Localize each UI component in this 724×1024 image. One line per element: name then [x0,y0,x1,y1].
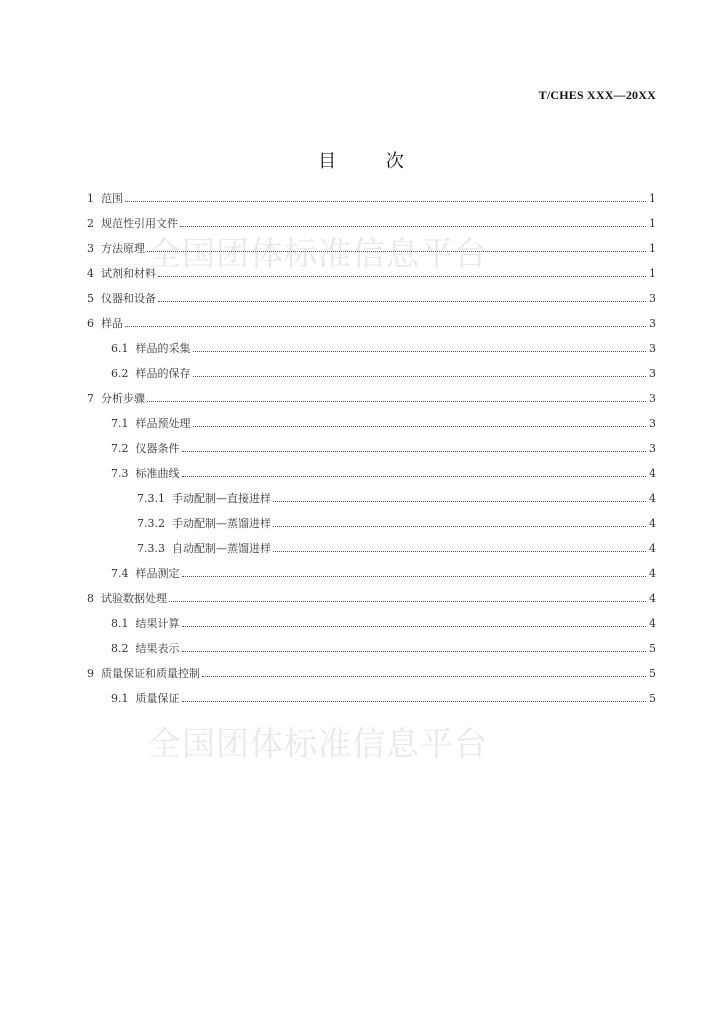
toc-entry[interactable] [87,255,656,280]
toc-entry[interactable] [87,280,656,305]
toc-entry-label: 手动配制—直接进样 [172,492,271,505]
toc-leader-dots [182,650,647,652]
toc-entry-page: 5 [649,667,656,680]
toc-entry-page: 4 [649,467,656,480]
toc-entry-label: 样品的保存 [135,367,191,380]
toc-entry-number: 6 [87,317,94,330]
toc-leader-dots [182,625,647,627]
toc-entry-number: 5 [87,292,94,305]
toc-entry-page: 3 [649,292,656,305]
toc-entry-number: 7.1 [111,417,129,430]
toc-entry[interactable] [87,555,656,580]
toc-leader-dots [125,325,646,327]
toc-entry-page: 3 [649,417,656,430]
toc-leader-dots [182,450,647,452]
toc-leader-dots [193,350,647,352]
toc-leader-dots [158,275,646,277]
toc-entry[interactable] [87,205,656,230]
toc-entry-page: 4 [649,542,656,555]
toc-entry[interactable] [87,330,656,355]
toc-entry[interactable] [87,430,656,455]
toc-entry-number: 7.4 [111,567,129,580]
document-code: T/CHES XXX—20XX [538,88,656,102]
toc-entry-label: 样品测定 [135,567,180,580]
toc-entry-page: 3 [649,392,656,405]
toc-entry-label: 分析步骤 [101,392,145,405]
toc-entry-number: 3 [87,242,94,255]
toc-entry-page: 1 [649,192,656,205]
toc-entry-page: 4 [649,567,656,580]
toc-entry-number: 6.1 [111,342,129,355]
toc-entry-label: 仪器条件 [135,442,180,455]
toc-entry-page: 1 [649,217,656,230]
toc-entry-label: 样品预处理 [135,417,191,430]
toc-entry[interactable] [87,355,656,380]
toc-entry-label: 手动配制—蒸馏进样 [172,517,271,530]
toc-entry-page: 1 [649,267,656,280]
toc-entry-page: 3 [649,442,656,455]
toc-entry-number: 8 [87,592,94,605]
toc-entry-label: 仪器和设备 [101,292,156,305]
toc-entry-number: 7.3.1 [137,492,165,505]
toc-leader-dots [193,375,647,377]
toc-entry-number: 8.1 [111,617,129,630]
toc-entry[interactable] [87,630,656,655]
toc-entry-page: 4 [649,517,656,530]
toc-leader-dots [273,550,646,552]
toc-entry[interactable] [87,580,656,605]
toc-entry[interactable] [87,505,656,530]
toc-entry[interactable] [87,180,656,205]
toc-entry-label: 试验数据处理 [101,592,167,605]
toc-leader-dots [273,525,646,527]
toc-leader-dots [182,575,647,577]
toc-leader-dots [182,700,647,702]
toc-leader-dots [193,425,647,427]
toc-entry-number: 7.3.2 [137,517,165,530]
toc-entry-label: 试剂和材料 [101,267,156,280]
toc-entry-page: 4 [649,492,656,505]
toc-entry[interactable] [87,405,656,430]
toc-leader-dots [182,475,647,477]
toc-entry-label: 质量保证 [135,692,180,705]
toc-entry-page: 3 [649,317,656,330]
toc-entry-label: 标准曲线 [135,467,180,480]
toc-entry-page: 5 [649,692,656,705]
toc-entry-number: 7.3.3 [137,542,165,555]
toc-entry-label: 结果表示 [135,642,180,655]
toc-entry-page: 4 [649,592,656,605]
toc-entry-label: 自动配制—蒸馏进样 [172,542,271,555]
toc-entry-number: 4 [87,267,94,280]
watermark-top: 全国团体标准信息平台 [148,234,488,273]
toc-leader-dots [169,600,646,602]
toc-entry-label: 质量保证和质量控制 [101,667,200,680]
toc-entry-number: 1 [87,192,94,205]
toc-entry[interactable] [87,530,656,555]
toc-entry-label: 范围 [101,192,123,205]
toc-entry-label: 结果计算 [135,617,180,630]
toc-entry[interactable] [87,380,656,405]
toc-entry[interactable] [87,680,656,705]
watermark-bottom: 全国团体标准信息平台 [148,724,488,763]
toc-entry-number: 7 [87,392,94,405]
toc-entry-label: 规范性引用文件 [101,217,178,230]
toc-entry[interactable] [87,230,656,255]
toc-entry[interactable] [87,455,656,480]
table-of-contents [87,180,656,705]
toc-entry-page: 1 [649,242,656,255]
toc-entry-number: 6.2 [111,367,129,380]
toc-entry[interactable] [87,605,656,630]
toc-leader-dots [125,200,646,202]
toc-entry-page: 4 [649,617,656,630]
toc-leader-dots [147,250,646,252]
toc-entry-number: 9.1 [111,692,129,705]
toc-entry[interactable] [87,305,656,330]
toc-entry-number: 9 [87,667,94,680]
toc-entry-label: 方法原理 [101,242,145,255]
toc-leader-dots [147,400,646,402]
toc-entry-label: 样品的采集 [135,342,191,355]
toc-title: 目 次 [318,151,426,172]
toc-entry[interactable] [87,480,656,505]
toc-entry-page: 3 [649,367,656,380]
toc-entry-number: 8.2 [111,642,129,655]
toc-entry-page: 5 [649,642,656,655]
toc-entry-number: 7.2 [111,442,129,455]
toc-leader-dots [273,500,646,502]
toc-entry-page: 3 [649,342,656,355]
toc-leader-dots [158,300,646,302]
toc-entry[interactable] [87,655,656,680]
toc-leader-dots [180,225,646,227]
toc-entry-number: 7.3 [111,467,129,480]
toc-entry-number: 2 [87,217,94,230]
toc-entry-label: 样品 [101,317,123,330]
toc-leader-dots [202,675,646,677]
